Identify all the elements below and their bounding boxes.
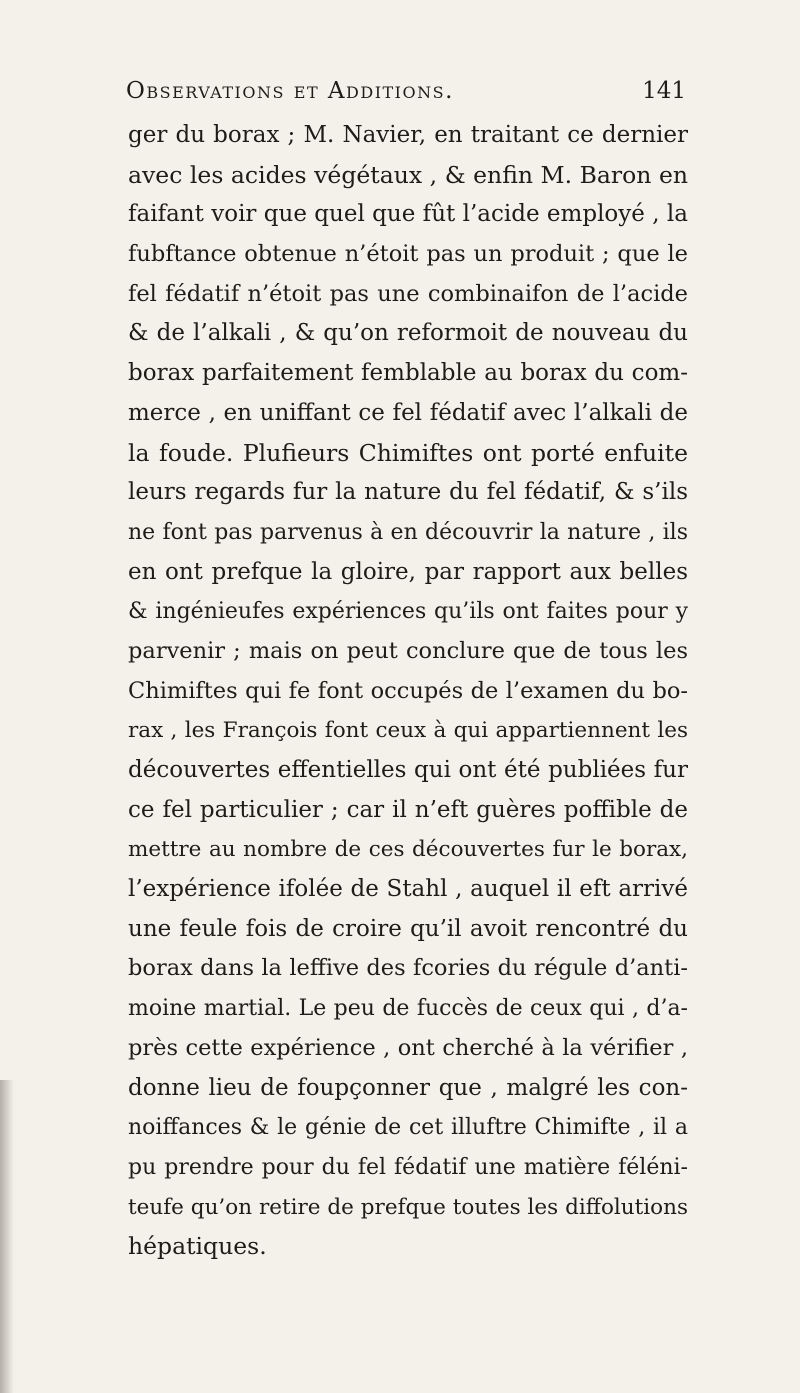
text-line: une feule fois de croire qu’il avoit rencontré du — [128, 915, 688, 942]
page-edge-shadow — [0, 1080, 14, 1393]
text-line: merce , en uniffant ce fel fédatif avec l’alkali de — [128, 399, 688, 426]
text-line: leurs regards fur la nature du fel fédatif, & s’ils — [128, 479, 688, 506]
text-line: faifant voir que quel que fût l’acide employé , la — [128, 201, 688, 228]
text-line: moine martial. Le peu de fuccès de ceux qui , d’a- — [128, 996, 688, 1022]
text-line: borax dans la leffive des fcories du régule d’anti- — [128, 955, 688, 982]
running-head: Observations et Additions. — [126, 78, 454, 104]
text-line: la foude. Plufieurs Chimiftes ont porté enfuite — [128, 438, 688, 467]
text-line: ne font pas parvenus à en découvrir la nature , ils — [128, 519, 688, 545]
text-line: & ingénieufes expériences qu’ils ont faites pour y — [128, 599, 688, 625]
text-line: borax parfaitement femblable au borax du com- — [128, 360, 688, 387]
text-line: hépatiques. — [128, 1232, 267, 1261]
page-header — [126, 78, 686, 114]
text-line: & de l’alkali , & qu’on reformoit de nouveau du — [128, 320, 688, 347]
text-line: donne lieu de foupçonner que , malgré les con- — [128, 1074, 688, 1101]
text-line: en ont prefque la gloire, par rapport aux belles — [128, 558, 688, 585]
text-line: teufe qu’on retire de prefque toutes les diffolutions — [128, 1194, 688, 1220]
text-line: parvenir ; mais on peut conclure que de tous les — [128, 637, 688, 664]
text-line: mettre au nombre de ces découvertes fur le borax, — [128, 837, 688, 863]
text-line: ger du borax ; M. Navier, en traitant ce dernier — [128, 122, 688, 148]
text-line: pu prendre pour du fel fédatif une matière féléni- — [128, 1154, 688, 1180]
text-line: fubftance obtenue n’étoit pas un produit ; que le — [128, 241, 688, 268]
text-line: l’expérience ifolée de Stahl , auquel il eft arrivé — [128, 876, 688, 903]
text-line: noiffances & le génie de cet illuftre Chimifte , il a — [128, 1115, 688, 1141]
text-line: fel fédatif n’étoit pas une combinaifon de l’acide — [128, 280, 688, 307]
text-line: près cette expérience , ont cherché à la vérifier , — [128, 1034, 688, 1061]
text-line: découvertes effentielles qui ont été publiées fur — [128, 757, 688, 783]
body-text — [128, 116, 688, 1267]
text-line: rax , les François font ceux à qui appartiennent les — [128, 718, 688, 744]
text-line: avec les acides végétaux , & enfin M. Baron en — [128, 160, 688, 189]
page-number: 141 — [642, 78, 686, 104]
text-line: ce fel particulier ; car il n’eft guères poffible de — [128, 796, 688, 823]
text-line: Chimiftes qui fe font occupés de l’examen du bo- — [128, 677, 688, 704]
